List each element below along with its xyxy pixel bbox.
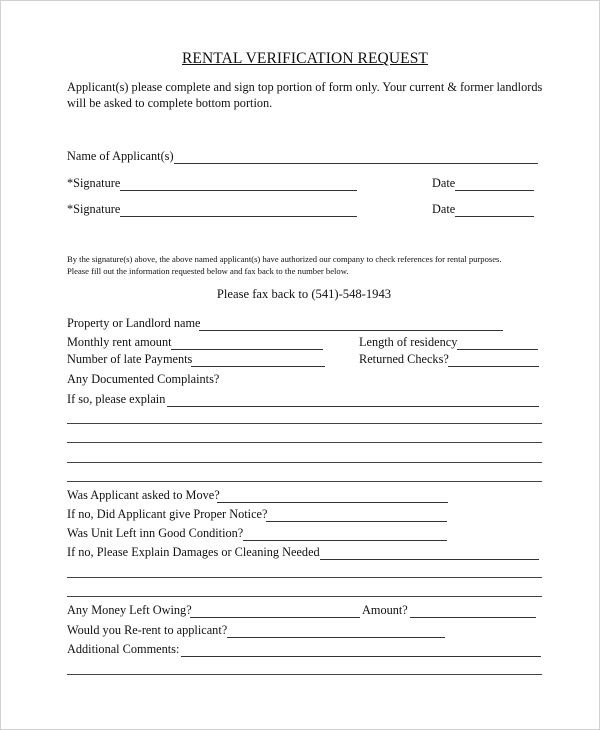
property-field[interactable]: [199, 329, 503, 331]
returned-checks-label: Returned Checks?: [359, 352, 449, 366]
damages-continuation-line-2[interactable]: [67, 596, 542, 597]
asked-to-move-row: [67, 486, 220, 504]
monthly-rent-field[interactable]: [171, 348, 323, 350]
page-title: RENTAL VERIFICATION REQUEST: [181, 50, 428, 67]
asked-to-move-label: Was Applicant asked to Move?: [67, 488, 220, 502]
amount-label: Amount?: [362, 603, 408, 617]
authorization-line-1: By the signature(s) above, the above named applicant(s) have authorized our company to check references for rental purposes.: [67, 254, 502, 264]
monthly-rent-row: [67, 333, 172, 351]
returned-checks-field[interactable]: [448, 365, 539, 367]
proper-notice-label: If no, Did Applicant give Proper Notice?: [67, 507, 268, 521]
date-1-label: Date: [432, 176, 456, 190]
late-payments-label: Number of late Payments: [67, 352, 193, 366]
date-2-label: Date: [432, 202, 456, 216]
rerent-row: [67, 621, 227, 639]
good-condition-row: [67, 524, 243, 542]
signature-2-row: [67, 200, 120, 218]
damages-field[interactable]: [320, 558, 539, 560]
comments-row: [67, 640, 179, 658]
good-condition-field[interactable]: [243, 539, 447, 541]
length-row: [359, 333, 457, 351]
intro-line-1: Applicant(s) please complete and sign top portion of form only. Your current & former landlords: [67, 80, 543, 94]
applicant-name-field[interactable]: [174, 162, 538, 164]
late-payments-row: [67, 350, 192, 368]
returned-checks-row: [359, 350, 449, 368]
complaints-label: Any Documented Complaints?: [67, 372, 220, 386]
amount-field[interactable]: [410, 616, 536, 618]
explain-row: [67, 390, 165, 408]
money-owing-row: [67, 601, 192, 619]
signature-2-field[interactable]: [120, 215, 357, 217]
date-2-field[interactable]: [455, 215, 534, 217]
explain-continuation-line-3[interactable]: [67, 462, 542, 463]
signature-2-label: *Signature: [67, 202, 121, 216]
late-payments-field[interactable]: [191, 365, 325, 367]
damages-label: If no, Please Explain Damages or Cleaning Needed: [67, 545, 320, 559]
explain-label: If so, please explain: [67, 392, 166, 406]
authorization-line-2: Please fill out the information requested below and fax back to the number below.: [67, 266, 349, 276]
damages-row: [67, 543, 320, 561]
date-1-row: [432, 174, 455, 192]
good-condition-label: Was Unit Left inn Good Condition?: [67, 526, 244, 540]
comments-label: Additional Comments:: [67, 642, 180, 656]
signature-1-row: [67, 174, 120, 192]
money-owing-label: Any Money Left Owing?: [67, 603, 192, 617]
date-1-field[interactable]: [455, 189, 534, 191]
explain-continuation-line-1[interactable]: [67, 423, 542, 424]
property-label: Property or Landlord name: [67, 316, 201, 330]
fax-instruction: Please fax back to (541)-548-1943: [216, 287, 392, 301]
explain-continuation-line-2[interactable]: [67, 442, 542, 443]
proper-notice-field[interactable]: [266, 520, 447, 522]
intro-line-2: will be asked to complete bottom portion.: [67, 96, 273, 110]
proper-notice-row: [67, 505, 267, 523]
applicant-name-label: Name of Applicant(s): [67, 149, 174, 163]
money-owing-field[interactable]: [190, 616, 360, 618]
comments-continuation-line-1[interactable]: [67, 674, 542, 675]
explain-field[interactable]: [167, 405, 539, 407]
length-field[interactable]: [457, 348, 538, 350]
rerent-field[interactable]: [227, 636, 445, 638]
comments-field[interactable]: [181, 655, 541, 657]
amount-row: [362, 601, 408, 619]
signature-1-field[interactable]: [120, 189, 357, 191]
length-label: Length of residency: [359, 335, 458, 349]
signature-1-label: *Signature: [67, 176, 121, 190]
applicant-name-row: [67, 147, 174, 165]
complaints-row: [67, 370, 219, 388]
monthly-rent-label: Monthly rent amount: [67, 335, 172, 349]
explain-continuation-line-4[interactable]: [67, 481, 542, 482]
date-2-row: [432, 200, 455, 218]
asked-to-move-field[interactable]: [217, 501, 448, 503]
rerent-label: Would you Re-rent to applicant?: [67, 623, 228, 637]
damages-continuation-line-1[interactable]: [67, 577, 542, 578]
property-row: [67, 314, 201, 332]
